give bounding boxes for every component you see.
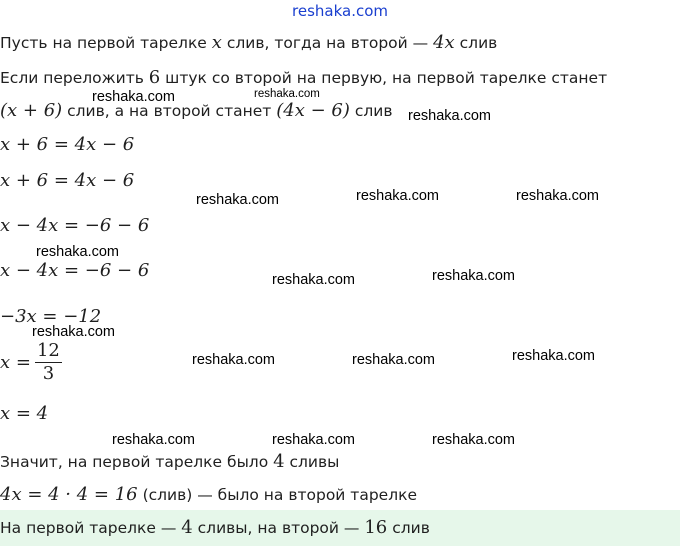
text: слив, тогда на второй — [221, 34, 434, 52]
text: слив, а на второй станет [62, 102, 277, 120]
solution-line-2 [0, 67, 607, 88]
watermark: reshaka.com [352, 352, 436, 368]
watermark: reshaka.com [192, 352, 276, 368]
solution-line-4 [0, 451, 339, 472]
number-4: 4 [273, 451, 285, 472]
equation-6 [0, 340, 62, 385]
expression: 4x = 4 · 4 = 16 [0, 484, 138, 505]
equation-3: x − 4x = −6 − 6 [0, 215, 150, 236]
numerator: 12 [36, 340, 60, 361]
solution-line-1 [0, 32, 497, 53]
expr-x-plus-6: (x + 6) [0, 100, 63, 121]
solution-line-5 [0, 484, 417, 505]
expr-4x-minus-6: (4x − 6) [276, 100, 350, 121]
text: Значит, на первой тарелке было [0, 453, 274, 471]
equation-7: x = 4 [0, 403, 49, 424]
expr-4x: 4x [433, 32, 455, 53]
watermark: reshaka.com [512, 348, 596, 364]
text: слив [349, 102, 393, 120]
site-link[interactable]: reshaka.com [292, 2, 388, 20]
text: Если переложить [0, 69, 149, 87]
text: слив [387, 519, 430, 537]
watermark: reshaka.com [432, 268, 516, 284]
var-x: x [211, 32, 222, 53]
text: На первой тарелке — [0, 519, 182, 537]
watermark: reshaka.com [408, 108, 492, 124]
text: Пусть на первой тарелке [0, 34, 212, 52]
watermark: reshaka.com [92, 89, 176, 105]
equation-1: x + 6 = 4x − 6 [0, 134, 135, 155]
text: сливы, на второй — [192, 519, 365, 537]
text: сливы [284, 453, 340, 471]
number-16: 16 [364, 517, 388, 538]
number-6: 6 [148, 67, 161, 88]
denominator: 3 [42, 363, 55, 384]
solution-line-3 [0, 100, 392, 121]
text: (слив) — было на второй тарелке [137, 486, 418, 504]
watermark: reshaka.com [112, 432, 196, 448]
answer-text [0, 517, 430, 538]
fraction [35, 340, 62, 385]
equation-5: −3x = −12 [0, 306, 102, 327]
equation-2: x + 6 = 4x − 6 [0, 170, 135, 191]
number-4: 4 [181, 517, 193, 538]
watermark: reshaka.com [32, 324, 116, 340]
lhs: x = [0, 352, 31, 373]
equation-4: x − 4x = −6 − 6 [0, 260, 150, 281]
watermark: reshaka.com [272, 272, 356, 288]
watermark: reshaka.com [196, 192, 280, 208]
text: слив [454, 34, 498, 52]
watermark: reshaka.com [432, 432, 516, 448]
watermark: reshaka.com [36, 244, 120, 260]
watermark: reshaka.com [272, 432, 356, 448]
watermark: reshaka.com [516, 188, 600, 204]
text: штук со второй на первую, на первой тарелке станет [160, 69, 608, 87]
watermark: reshaka.com [254, 88, 320, 100]
watermark: reshaka.com [356, 188, 440, 204]
